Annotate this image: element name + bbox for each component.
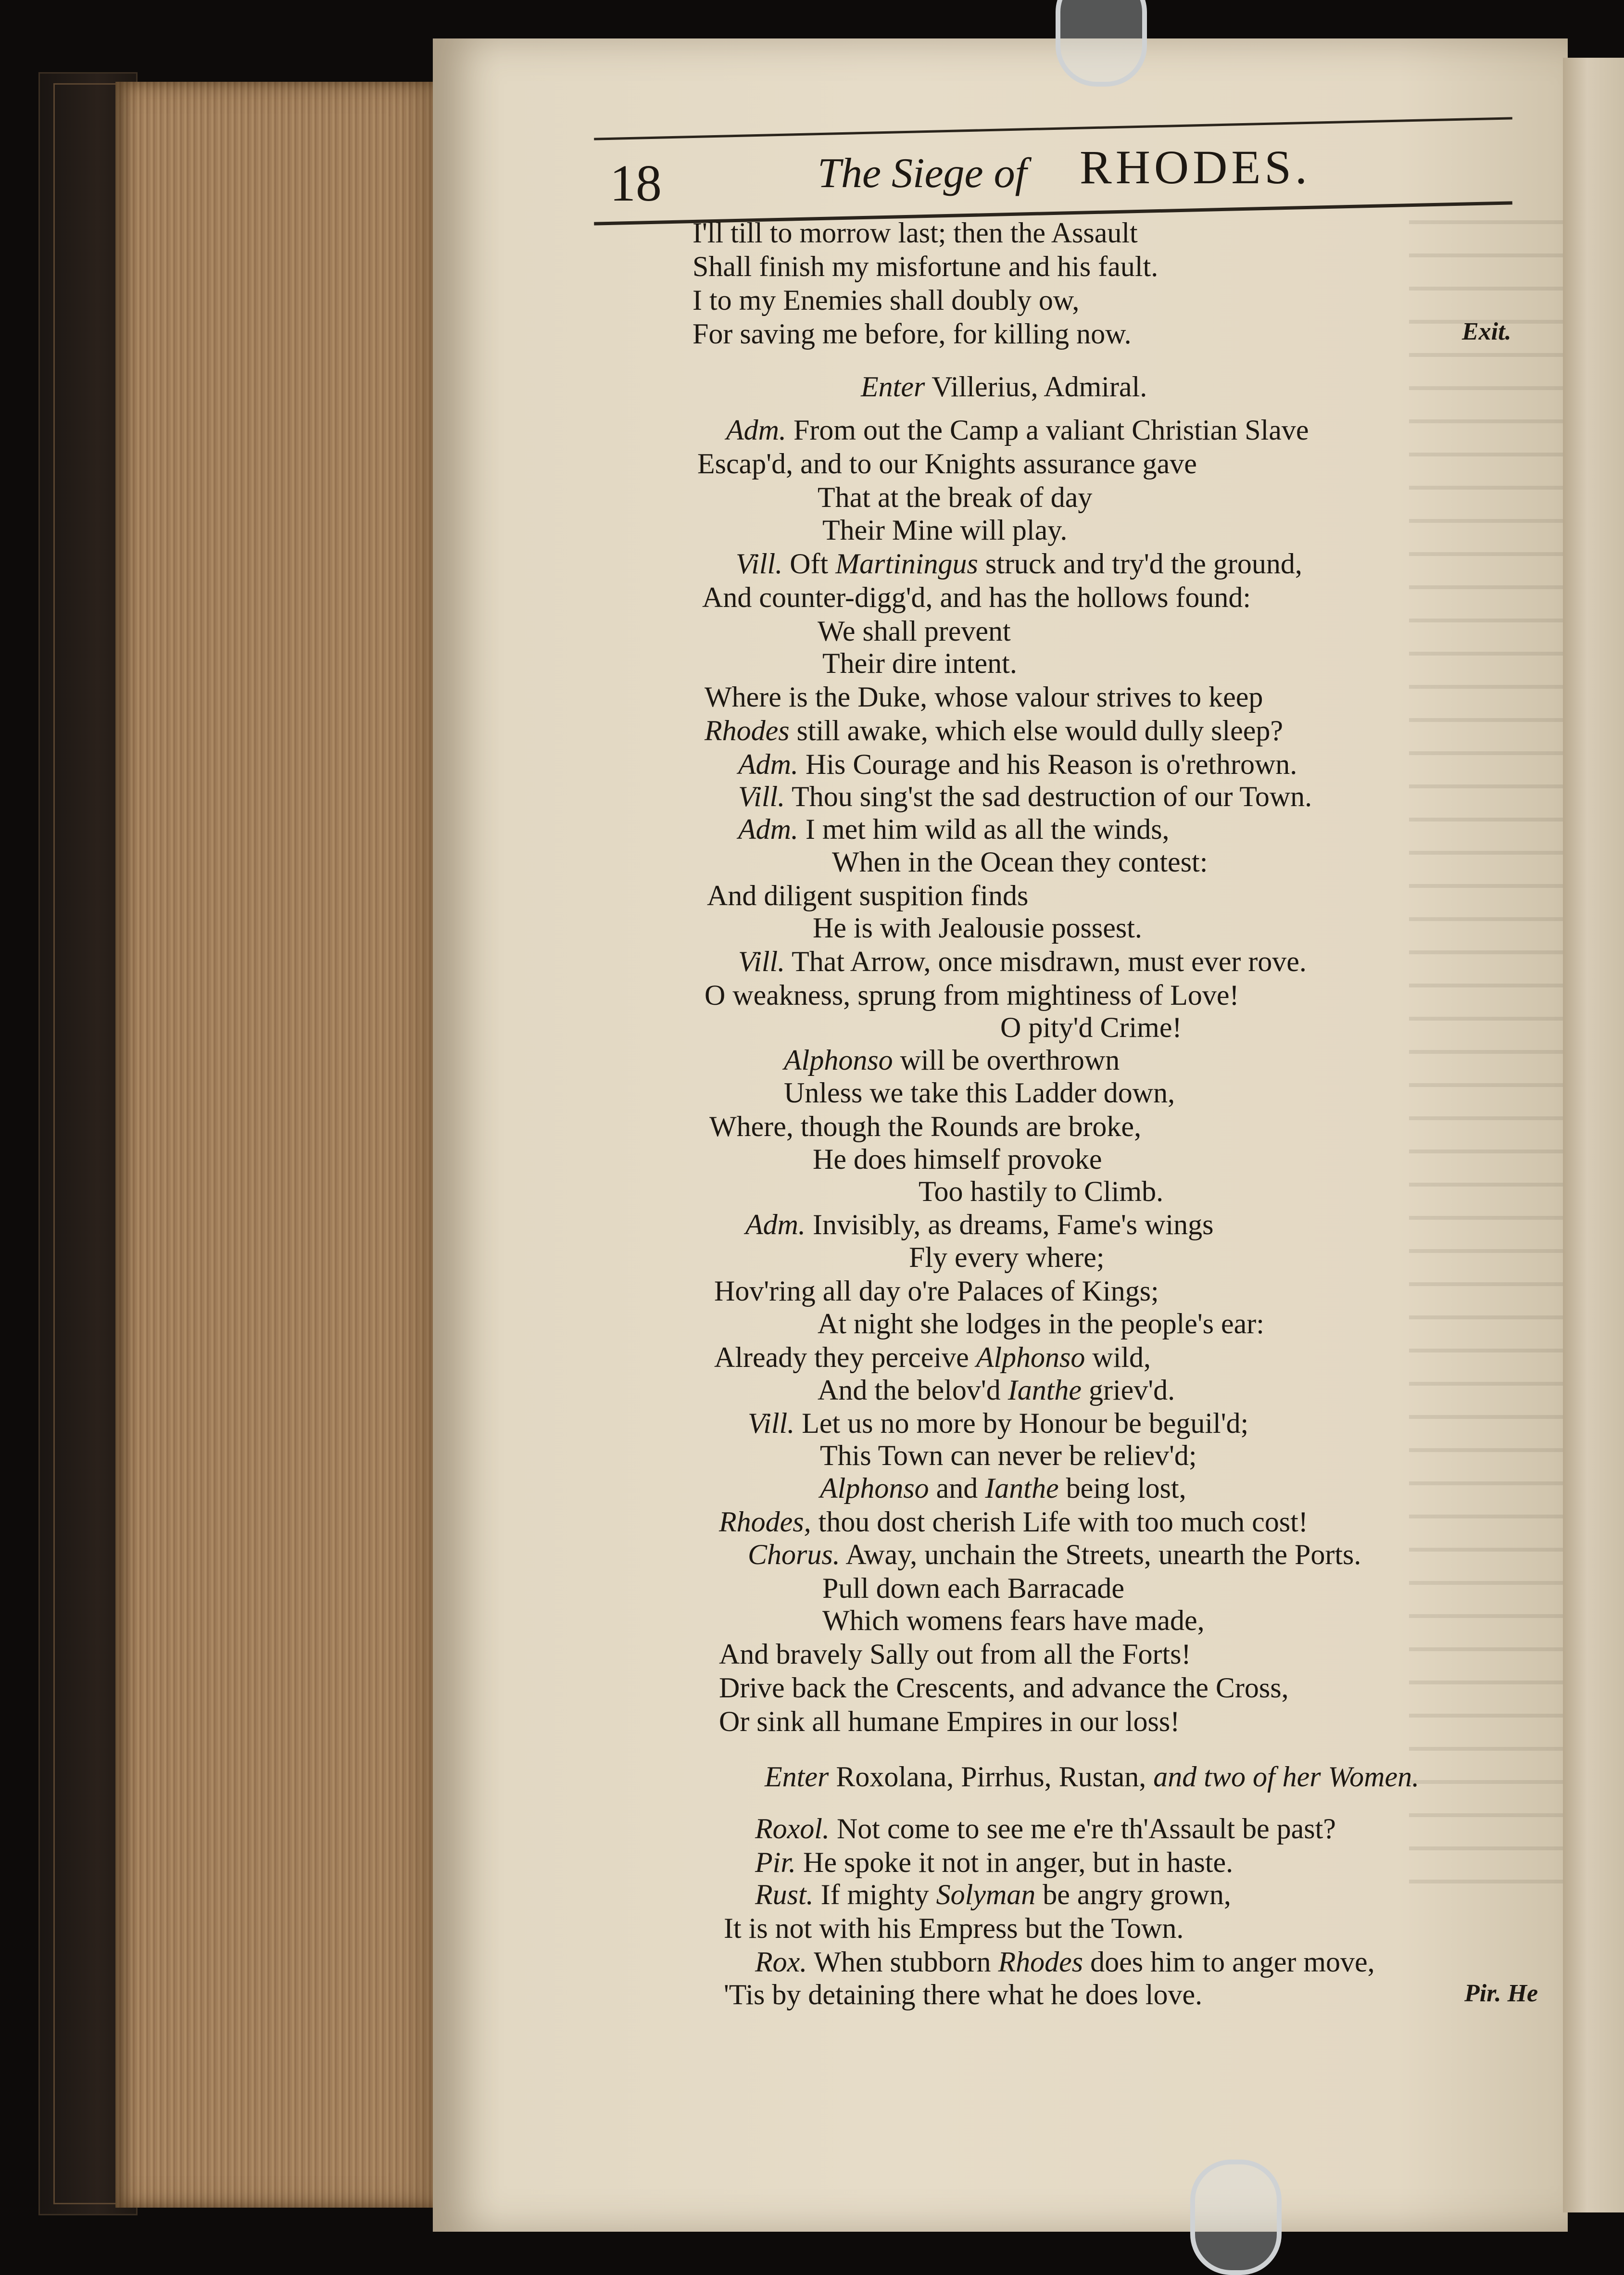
verse-line xyxy=(726,414,1309,447)
verse-line xyxy=(765,1760,1419,1794)
italic-run: Chorus. xyxy=(748,1539,840,1570)
roman-run: wild, xyxy=(1085,1341,1151,1373)
running-title-caps: RHODES. xyxy=(1080,140,1311,194)
roman-run: And diligent suspition finds xyxy=(707,880,1029,911)
verse-line xyxy=(719,1671,1289,1705)
verse-line xyxy=(714,1275,1159,1308)
roman-run: Let us no more by Honour be beguil'd; xyxy=(794,1407,1249,1439)
verse-line xyxy=(748,1407,1248,1440)
roman-run: struck and try'd the ground, xyxy=(978,548,1302,580)
verse-line xyxy=(719,1505,1308,1539)
roman-run: Where, though the Rounds are broke, xyxy=(709,1111,1142,1142)
roman-run: That Arrow, once misdrawn, must ever rove. xyxy=(785,946,1307,977)
roman-run: Their dire intent. xyxy=(822,647,1017,679)
roman-run: Already they perceive xyxy=(714,1341,976,1373)
roman-run: If mighty xyxy=(813,1879,936,1910)
stage-direction-exit: Exit. xyxy=(1462,318,1511,345)
italic-run: Rhodes, xyxy=(719,1506,811,1538)
italic-run: Rhodes xyxy=(705,715,790,746)
verse-line xyxy=(822,1604,1205,1637)
verse-line xyxy=(709,1110,1141,1143)
verse-line xyxy=(748,1538,1361,1571)
roman-run: When stubborn xyxy=(807,1946,998,1978)
italic-run: Alphonso xyxy=(784,1044,893,1076)
verse-line xyxy=(755,1812,1336,1845)
roman-run: And counter-digg'd, and has the hollows found: xyxy=(702,581,1251,613)
verse-line xyxy=(909,1241,1105,1274)
roman-run: At night she lodges in the people's ear: xyxy=(818,1308,1264,1340)
verse-line xyxy=(719,1705,1180,1738)
italic-run: Alphonso xyxy=(976,1341,1085,1373)
italic-run: Vill. xyxy=(738,946,785,977)
verse-line xyxy=(755,1946,1375,1979)
roman-run: This Town can never be reliev'd; xyxy=(820,1440,1197,1471)
roman-run: 'Tis by detaining there what he does love. xyxy=(724,1979,1203,2010)
verse-line xyxy=(822,514,1067,547)
italic-run: Adm. xyxy=(738,813,798,845)
roman-run: I met him wild as all the winds, xyxy=(798,813,1170,845)
verse-line xyxy=(820,1472,1186,1505)
italic-run: and two of her Women. xyxy=(1153,1761,1420,1793)
verse-line xyxy=(755,1846,1233,1879)
roman-run: And bravely Sally out from all the Forts! xyxy=(719,1638,1191,1670)
verse-line xyxy=(697,447,1197,480)
roman-run: Thou sing'st the sad destruction of our Town. xyxy=(785,781,1312,812)
verse-line xyxy=(705,714,1283,747)
page-edges xyxy=(115,82,442,2208)
verse-line xyxy=(745,1208,1213,1241)
italic-run: Alphonso xyxy=(820,1472,929,1504)
verse-line xyxy=(724,1978,1202,2011)
roman-run: And the belov'd xyxy=(818,1374,1008,1406)
verse-line xyxy=(832,846,1208,879)
roman-run: Drive back the Crescents, and advance the Cross, xyxy=(719,1672,1289,1704)
verse-line xyxy=(714,1341,1151,1374)
roman-run: O weakness, sprung from mightiness of Love! xyxy=(705,979,1239,1011)
italic-run: Enter xyxy=(861,371,925,403)
verse-line xyxy=(820,1439,1197,1472)
roman-run: Away, unchain the Streets, unearth the Ports. xyxy=(840,1539,1361,1570)
verse-line xyxy=(818,615,1011,648)
roman-run: will be overthrown xyxy=(893,1044,1120,1076)
italic-run: Vill. xyxy=(748,1407,795,1439)
verse-line xyxy=(813,911,1142,945)
facing-page-edge xyxy=(1563,58,1624,2212)
roman-run: Their Mine will play. xyxy=(822,514,1068,546)
verse-line xyxy=(861,370,1147,404)
verse-line xyxy=(784,1076,1175,1110)
roman-run: Villerius, Admiral. xyxy=(925,371,1147,403)
roman-run: From out the Camp a valiant Christian Slave xyxy=(786,414,1309,446)
italic-run: Enter xyxy=(765,1761,829,1793)
roman-run: and xyxy=(929,1472,985,1504)
verse-line xyxy=(692,250,1158,283)
italic-run: Adm. xyxy=(745,1209,806,1240)
verse-line xyxy=(818,1307,1264,1340)
italic-run: Vill. xyxy=(736,548,783,580)
roman-run: Hov'ring all day o're Palaces of Kings; xyxy=(714,1275,1159,1307)
verse-line xyxy=(738,748,1297,781)
verse-line xyxy=(738,945,1307,978)
verse-line xyxy=(784,1044,1120,1077)
roman-run: Shall finish my misfortune and his fault. xyxy=(692,251,1158,282)
italic-run: Solyman xyxy=(936,1879,1036,1910)
verse-line xyxy=(692,317,1132,351)
roman-run: Unless we take this Ladder down, xyxy=(784,1077,1175,1109)
verse-line xyxy=(692,284,1079,317)
italic-run: Ianthe xyxy=(985,1472,1059,1504)
verse-line xyxy=(707,879,1028,912)
show-through-text xyxy=(1409,202,1563,1885)
verse-line xyxy=(738,780,1312,813)
italic-run: Rox. xyxy=(755,1946,807,1978)
roman-run: I'll till to morrow last; then the Assault xyxy=(692,217,1138,249)
italic-run: Rhodes xyxy=(998,1946,1083,1978)
roman-run: Fly every where; xyxy=(909,1241,1105,1273)
italic-run: Adm. xyxy=(738,748,798,780)
roman-run: griev'd. xyxy=(1082,1374,1175,1406)
roman-run: He is with Jealousie possest. xyxy=(813,912,1142,944)
roman-run: We shall prevent xyxy=(818,615,1011,647)
verse-line xyxy=(724,1912,1183,1945)
verse-line xyxy=(919,1175,1163,1208)
roman-run: He does himself provoke xyxy=(813,1143,1102,1175)
roman-run: still awake, which else would dully sleep? xyxy=(789,715,1284,746)
page-number: 18 xyxy=(610,155,662,212)
roman-run: Not come to see me e're th'Assault be past? xyxy=(829,1813,1336,1845)
verse-line xyxy=(818,1374,1175,1407)
page-clip-top xyxy=(1056,0,1147,87)
verse-line xyxy=(813,1143,1102,1176)
verse-line xyxy=(755,1878,1231,1911)
roman-run: O pity'd Crime! xyxy=(1000,1011,1182,1043)
italic-run: Adm. xyxy=(726,414,786,446)
roman-run: does him to anger move, xyxy=(1083,1946,1375,1978)
italic-run: Roxol. xyxy=(755,1813,830,1845)
verse-line xyxy=(822,647,1017,680)
italic-run: Martiningus xyxy=(835,548,978,580)
roman-run: Escap'd, and to our Knights assurance gave xyxy=(697,448,1197,480)
roman-run: Roxolana, Pirrhus, Rustan, xyxy=(829,1761,1154,1793)
verse-line xyxy=(738,813,1170,846)
roman-run: It is not with his Empress but the Town. xyxy=(724,1912,1184,1944)
italic-run: Ianthe xyxy=(1007,1374,1082,1406)
roman-run: He spoke it not in anger, but in haste. xyxy=(796,1846,1234,1878)
roman-run: being lost, xyxy=(1058,1472,1186,1504)
roman-run: For saving me before, for killing now. xyxy=(692,318,1132,350)
italic-run: Rust. xyxy=(755,1879,814,1910)
roman-run: Too hastily to Climb. xyxy=(919,1175,1164,1207)
running-title-italic: The Siege of xyxy=(818,150,1027,197)
roman-run: Which womens fears have made, xyxy=(822,1605,1205,1636)
roman-run: Pull down each Barracade xyxy=(822,1572,1125,1604)
italic-run: Pir. xyxy=(755,1846,796,1878)
roman-run: That at the break of day xyxy=(818,481,1093,513)
catchword: Pir. He xyxy=(1464,1980,1538,2007)
roman-run: Where is the Duke, whose valour strives to keep xyxy=(705,681,1263,713)
verse-line xyxy=(736,547,1302,581)
verse-line xyxy=(719,1638,1191,1671)
roman-run: be angry grown, xyxy=(1035,1879,1231,1910)
verse-line xyxy=(702,581,1251,614)
verse-line xyxy=(692,216,1138,250)
roman-run: When in the Ocean they contest: xyxy=(832,846,1208,878)
italic-run: Vill. xyxy=(738,781,785,812)
verse-line xyxy=(818,481,1092,514)
roman-run: thou dost cherish Life with too much cost! xyxy=(811,1506,1308,1538)
roman-run: His Courage and his Reason is o'rethrown. xyxy=(798,748,1297,780)
cover-tooling xyxy=(53,83,124,2204)
roman-run: Or sink all humane Empires in our loss! xyxy=(719,1706,1180,1737)
verse-line xyxy=(1000,1011,1182,1044)
roman-run: I to my Enemies shall doubly ow, xyxy=(692,284,1080,316)
verse-line xyxy=(705,979,1239,1012)
roman-run: Invisibly, as dreams, Fame's wings xyxy=(805,1209,1214,1240)
page-clip-bottom xyxy=(1190,2160,1282,2275)
verse-line xyxy=(705,681,1263,714)
roman-run: Oft xyxy=(782,548,836,580)
verse-line xyxy=(822,1572,1124,1605)
